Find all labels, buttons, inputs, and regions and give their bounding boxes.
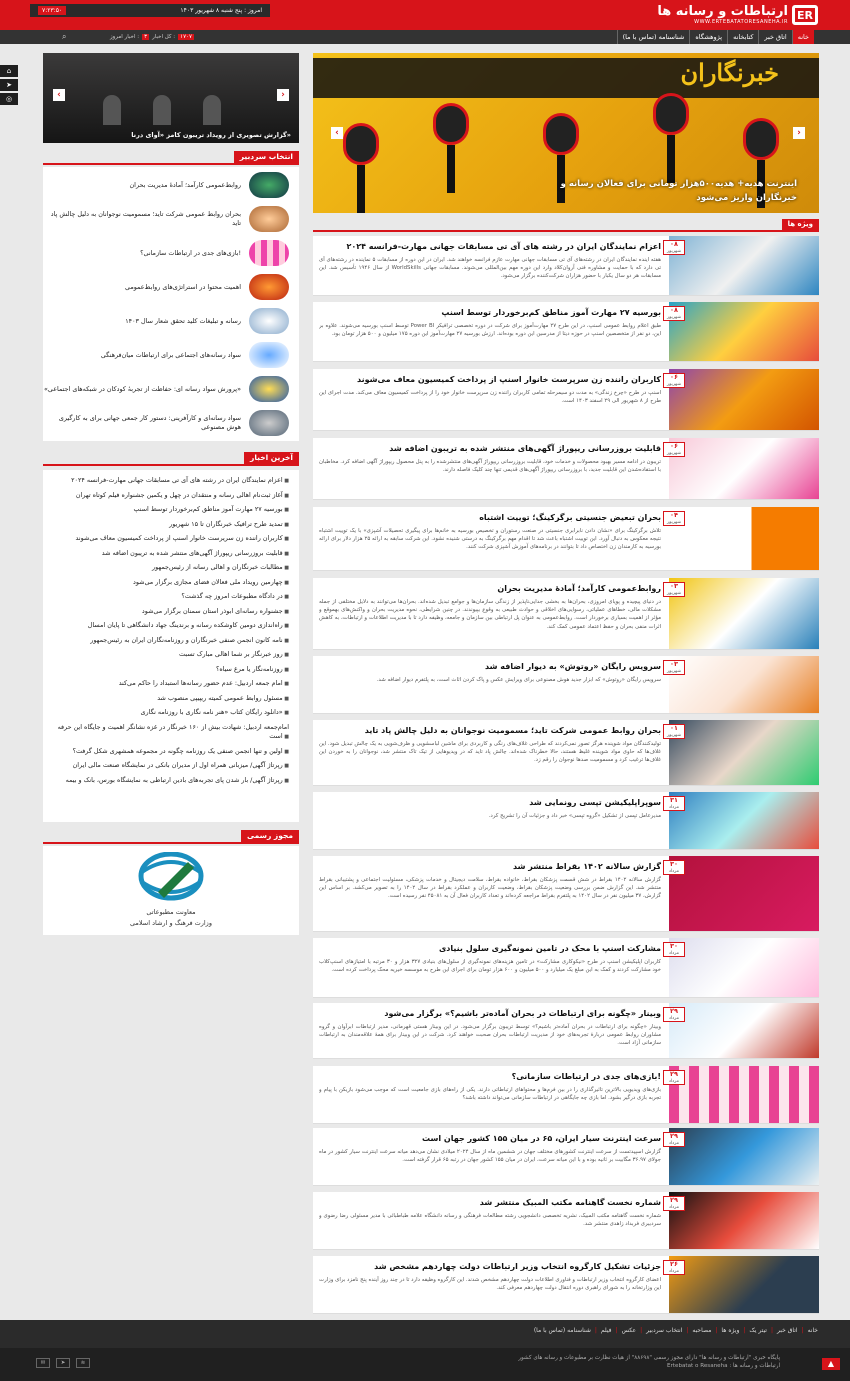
- today-news-count: ۳: [144, 34, 148, 40]
- site-logo[interactable]: [657, 3, 818, 27]
- footer-nav: خانه | اتاق خبر | تیتر یک | ویژه ها | مصاحبه | انتخاب سردبیر | عکس | فیلم | شناسنامه (تماس با ما): [533, 1326, 818, 1334]
- thumbnail: [249, 376, 289, 402]
- news-link[interactable]: نامه کانون انجمن صنفی خبرنگاران و روزنامه‌نگاران ایران به رئیس‌جمهور ■: [43, 634, 299, 649]
- article-month: شهریور: [666, 451, 682, 456]
- article-summary: طبق اعلام روابط عمومی اسنپ، در این طرح ۲۷ مهارت‌آموز برای شرکت در دوره تخصصی ترافیکر Power BI توسط اسنپ بورسیه می‌شوند. علاوه بر این، دو نفر از متخصصین اسنپ در حوزه دیتا از مدرسین این دوره بوده‌اند. ارزش بورسیه ۲۷ مهارت‌آموز این دوره ۱۷۵ میلیون و ۵۰۰ هزار تومان بود.: [319, 323, 661, 338]
- date-text: امروز : پنج شنبه ۸ شهریور ۱۴۰۳: [180, 7, 262, 14]
- ministry-emblem-icon: [128, 852, 214, 904]
- news-link[interactable]: مسئول روابط عمومی کمیته ریپیپی منصوب شد ■: [43, 692, 299, 707]
- article-thumbnail[interactable]: [669, 438, 819, 499]
- latest-news-section: [43, 452, 299, 822]
- article-title[interactable]: کاربران راننده زن سرپرست خانوار اسنپ از پرداخت کمیسیون معاف می‌شوند: [357, 375, 661, 384]
- footer-copyright: پایگاه خبری "ارتباطات و رسانه ها" دارای مجوز رسمی "۸۸۶۹۸" از هیات نظارت بر مطبوعات و رسانه های کشور Ertebatat o Resaneha : ارتباطات و رسانه ها: [518, 1355, 780, 1369]
- news-link[interactable]: مطالبات خبرنگاران و اهالی رسانه از رئیس‌جمهور ■: [43, 561, 299, 576]
- news-counters: [110, 32, 194, 42]
- article-card[interactable]: [313, 1128, 819, 1186]
- article-thumbnail[interactable]: [669, 578, 819, 649]
- footer-link[interactable]: شناسنامه (تماس با ما): [533, 1326, 591, 1334]
- article-date-badge: [663, 240, 685, 255]
- home-icon[interactable]: ⌂: [0, 65, 18, 77]
- article-thumbnail[interactable]: [669, 302, 819, 361]
- news-link[interactable]: جشنواره رسانه‌ای ابوذر استان سمنان برگزار می‌شود ■: [43, 605, 299, 620]
- nav-item-library[interactable]: کتابخانه: [727, 30, 758, 44]
- date-bar: [30, 4, 270, 17]
- news-link[interactable]: راه‌اندازی دومین کاوشکده رسانه و برندینگ جهاد دانشگاهی تا پایان امسال ■: [43, 619, 299, 634]
- article-day: ۰۶: [670, 373, 678, 381]
- article-card[interactable]: [313, 1256, 819, 1314]
- article-summary: شماره نخست گاهنامه مکتب المبیک، نشریه تخصصی دانشجویی رشته مطالعات فرهنگی و رسانه دانشگاه علامه طباطبائی با مدیر مسئولی رضا رضوی و سردبیری فربداد زاهدی منتشر شد.: [319, 1213, 661, 1228]
- license-section: [43, 830, 299, 935]
- latest-news-heading: آخرین اخبار: [244, 452, 299, 464]
- article-thumbnail[interactable]: [669, 507, 819, 570]
- nav-item-home[interactable]: خانه: [792, 30, 814, 44]
- news-link[interactable]: کاربران راننده زن سریرست خانوار اسنپ از پرداخت کمیسیون معاف می‌شوند ■: [43, 532, 299, 547]
- article-day: ۲۶: [670, 1260, 678, 1268]
- features-heading: ویژه ها: [782, 219, 819, 230]
- article-month: مرداد: [668, 1141, 680, 1146]
- list-item[interactable]: بازی‌های جدی در ارتباطات سازمانی؟!: [43, 237, 299, 269]
- search-icon[interactable]: ⌕: [62, 32, 67, 41]
- slider-banner-text: خبرنگاران: [680, 58, 779, 87]
- news-link[interactable]: اعزام نمایندگان ایران در رشته های آی تی مسابقات جهانی مهارت-فرانسه ۲۰۲۴ ■: [43, 474, 299, 489]
- footer-bottom: [0, 1348, 850, 1381]
- news-link[interactable]: امام‌جمعه اردبیل: شهادت بیش از ۱۶۰ خبرنگار در غزه نشانگر اهمیت و جایگاه این حرفه است ■: [43, 721, 299, 745]
- article-card[interactable]: [313, 938, 819, 998]
- thumbnail: [249, 308, 289, 334]
- telegram-icon[interactable]: ➤: [56, 1358, 70, 1368]
- license-line-2: وزارت فرهنگ و ارشاد اسلامی: [130, 919, 212, 927]
- nav-menu: [617, 30, 814, 44]
- article-month: مرداد: [668, 869, 680, 874]
- article-month: مرداد: [668, 1269, 680, 1274]
- license-badge[interactable]: [43, 846, 299, 935]
- article-date-badge: [663, 306, 685, 321]
- article-day: ۰۸: [670, 306, 678, 314]
- list-item[interactable]: اهمیت محتوا در استراتژی‌های روابط‌عمومی: [43, 271, 299, 303]
- footer-link[interactable]: اتاق خبر: [776, 1326, 798, 1334]
- news-link[interactable]: دانلود رایگان کتاب «هنر نامه نگاری با روزنامه نگاری» ■: [43, 706, 299, 721]
- footer-link[interactable]: تیتر یک: [749, 1326, 767, 1334]
- features-header: [313, 219, 819, 231]
- instagram-icon[interactable]: ◎: [0, 93, 18, 105]
- article-thumbnail[interactable]: [669, 1128, 819, 1185]
- article-title[interactable]: سوپراپلیکیشن تپسی رونمایی شد: [529, 798, 661, 807]
- article-thumbnail[interactable]: [669, 656, 819, 713]
- news-link[interactable]: رپرتاژ آگهی/ میزبانی همراه اول از مدیران بانکی در نمایشگاه صنعت مالی ایران ■: [43, 759, 299, 774]
- news-link[interactable]: چهارمین رویداد ملی فعالان فضای مجازی برگزار می‌شود ■: [43, 576, 299, 591]
- article-month: مرداد: [668, 1205, 680, 1210]
- article-thumbnail[interactable]: [669, 720, 819, 785]
- article-month: مرداد: [668, 951, 680, 956]
- article-thumbnail[interactable]: [669, 1003, 819, 1058]
- microphone-image: [433, 103, 469, 213]
- footer-link[interactable]: خانه: [807, 1326, 818, 1334]
- license-line-1: معاونت مطبوعاتی: [146, 908, 196, 916]
- article-day: ۰۶: [670, 442, 678, 450]
- photo-report-slider[interactable]: [43, 53, 299, 143]
- article-card[interactable]: [313, 720, 819, 786]
- article-date-badge: [663, 511, 685, 526]
- list-item[interactable]: روابط‌عمومی کارآمد؛ آمادهٔ مدیریت بحران: [43, 169, 299, 201]
- article-day: ۳۱: [670, 796, 678, 804]
- microphone-image: [343, 123, 379, 213]
- article-day: ۰۳: [670, 582, 678, 590]
- article-card[interactable]: [313, 792, 819, 850]
- thumbnail: [249, 172, 289, 198]
- logo-url: WWW.ERTEBATATORESANEHA.IR: [694, 19, 788, 25]
- article-title[interactable]: روابط‌عمومی کارآمد؛ آمادهٔ مدیریت بحران: [497, 584, 661, 593]
- footer-link[interactable]: انتخاب سردبیر: [646, 1326, 683, 1334]
- editors-pick-section: [43, 151, 299, 441]
- slider-caption[interactable]: اینترنت هدیه+ هدیه۵۰۰هزار تومانی برای فعالان رسانه و خبرنگاران واریز می‌شود: [560, 179, 797, 203]
- telegram-icon[interactable]: ➤: [0, 79, 18, 91]
- article-month: شهریور: [666, 733, 682, 738]
- article-date-badge: [663, 442, 685, 457]
- article-date-badge: [663, 942, 685, 957]
- list-item[interactable]: بحران روابط عمومی شرکت تاید؛ مسمومیت نوجوانان به دلیل چالش پاد تاید: [43, 203, 299, 235]
- article-summary: تلاش برگرکینگ برای «نشان دادن نابرابری جنسیتی در صنعت رستوران و تخصیص بورسیه به خانم‌ها برای پیگیری تحصیلات آشپزی» با یک توییت اشتباه نتیجه معکوس به دنبال آورد. این توییت اشتباه باعث شد تا اقدام مهم برگرکینگ به درستی شنیده نشود. این شرکت سابقه به ارائه ۲۵ هزار دلار برای ارائه بورسیه به کارمندان زن اختصاص داد تا بتوانند در برنامه‌های آموزش آشپزی شرکت کنند.: [319, 528, 661, 551]
- article-date-badge: [663, 1132, 685, 1147]
- article-title[interactable]: وبینار «چگونه برای ارتباطات در بحران آماده‌تر باشیم؟» برگزار می‌شود: [384, 1009, 661, 1018]
- clock: ۷:۲۳:۵۰: [38, 6, 66, 15]
- total-news-count: ۱۷۰۷: [180, 34, 192, 40]
- article-title[interactable]: سرویس رایگان «روتوش» به دیوار اضافه شد: [484, 662, 661, 671]
- news-link[interactable]: آغاز ثبت‌نام اهالی رسانه و منتقدان در چهل و یکمین جشنواره فیلم کوتاه تهران ■: [43, 489, 299, 504]
- article-summary: بازی‌های ویدیویی بالاترین تاثیرگذاری را در بین فرم‌ها و محتواهای ارتباطاتی دارند. یکی از راه‌های بازی جامعیت است که موجب می‌شود بازیکن با پیام و تجربه بازی درگیر بشود. اما بازی چه جایگاهی در ارتباطات سازمانی می‌تواند داشته باشد؟: [319, 1087, 661, 1102]
- thumbnail: [249, 206, 289, 232]
- article-month: شهریور: [666, 382, 682, 387]
- article-date-badge: [663, 860, 685, 875]
- article-month: شهریور: [666, 591, 682, 596]
- article-card[interactable]: [313, 1003, 819, 1059]
- main-nav: [0, 30, 850, 44]
- photo-next-button[interactable]: ›: [277, 89, 289, 101]
- logo-mark: ER: [792, 5, 818, 25]
- thumbnail: [249, 410, 289, 436]
- article-month: شهریور: [666, 520, 682, 525]
- article-date-badge: [663, 796, 685, 811]
- slider-next-button[interactable]: ›: [793, 127, 805, 139]
- article-card[interactable]: [313, 1192, 819, 1250]
- article-date-badge: [663, 1007, 685, 1022]
- footer-link[interactable]: ویژه ها: [721, 1326, 740, 1334]
- article-title[interactable]: بازی‌های جدی در ارتباطات سازمانی؟!: [511, 1072, 661, 1081]
- news-link[interactable]: رپرتاژ آگهی/ بار شدن پای تجربه‌های بادین ارتباطی به نمایشگاه بورس، بانک و بیمه ■: [43, 774, 299, 789]
- article-title[interactable]: قابلیت بروزرسانی ریپوراژ آگهی‌های منتشر شده به تریبون اضافه شد: [389, 444, 661, 453]
- article-summary: کاربران اپلیکیشن اسنپ در طرح «نیکوکاری مشارکت» در تامین هزینه‌های نمونه‌گیری از سلول‌های بنیادی ۳۲۷ هزار و ۳۰ مرتبه با امتیازهای اسنپ‌کلاب خود مشارکت کردند و کمک به این مبلغ یک میلیارد و ۵۰۰ میلیون و ۶۰۰ هزار تومان برای اجرای این طرح به موسسه خیریه محک پرداخت کرده است.: [319, 959, 661, 974]
- article-summary: تریبون در ادامه مسیر بهبود محصولات و خدمات خود، قابلیت بروزرسانی ریپوراژ آگهی‌های منتشرشده را به پنل محصول ریپوراژ آگهی اضافه کرد. مخاطبان با استفاده‌شدن این قابلیت جدید، با بروزرسانی ریپوراژ آگهی‌های قدیمی تنها چند کلیک فاصله دارند.: [319, 459, 661, 474]
- article-day: ۲۹: [670, 1196, 678, 1204]
- list-item[interactable]: رسانه و تبلیغات کلید تحقق شعار سال ۱۴۰۳: [43, 305, 299, 337]
- article-card[interactable]: [313, 1066, 819, 1124]
- article-card[interactable]: [313, 369, 819, 431]
- article-card[interactable]: [313, 656, 819, 714]
- article-summary: گزارش سالانه ۱۴۰۲ بقراط در شش قسمت پزشکان بقراط، خانواده بقراط، سلامت دیجیتال و خدمات پزشکی، مسئولیت اجتماعی و پشتیبانی بقراط منتشر شد. این گزارش ضمن بررسی وضعیت پزشکان بقراط، وضعیت کاربران و عملکرد بقراط در سال ۱۴۰۲ را به تصویر می‌کشد. بر اساس این گزارش، ۳۷ میلیون نفر در سال ۱۴۰۲ به پلتفرم بقراط مراجعه کرده‌اند و تعداد کاربران فعال آن به ۴۵۰۸۱ نفر رسیده است.: [319, 877, 661, 900]
- social-bar: [0, 65, 18, 107]
- article-summary: مدیرعامل تپسی از تشکیل «گروه تپسی» خبر داد و جزئیات آن را تشریح کرد.: [488, 813, 661, 819]
- article-thumbnail[interactable]: [669, 1256, 819, 1313]
- article-summary: هفته اینده نمایندگان ایران در رشته‌های آی تی مسابقات جهانی مهارت عازم فرانسه خواهند شد. ایران در این دوره از مسابقات ۵ نماینده در رشته‌های آی تی دارد که با حمایت و مشاوره فنی آروان‌کلاد وارد این دوره مهم بین‌المللی می‌شوند. مسابقات جهانی WorldSkills از سال ۱۹۴۶ تأسیس شد. این مسابقات هر دو سال یکبار با حضور هزاران شرکت‌کننده برگزار می‌شود.: [319, 257, 661, 280]
- article-thumbnail[interactable]: [669, 792, 819, 849]
- news-link[interactable]: اولین و تنها انجمن صنفی یک روزنامه چگونه در مجموعه همشهری شکل گرفت؟ ■: [43, 745, 299, 760]
- news-link[interactable]: تمدید طرح ترافیک خبرنگاران تا ۱۵ شهریور ■: [43, 518, 299, 533]
- article-title[interactable]: سرعت اینترنت سیار ایران، ۶۵ در میان ۱۵۵ کشور جهان است: [422, 1134, 661, 1143]
- footer: [0, 1320, 850, 1381]
- news-link[interactable]: روز خبرنگار بر شما اهالی مبارک تسبت ■: [43, 648, 299, 663]
- article-date-badge: [663, 1070, 685, 1085]
- article-title[interactable]: بحران روابط عمومی شرکت تاید؛ مسمومیت نوجوانان به دلیل چالش پاد تاید: [364, 726, 661, 735]
- article-month: شهریور: [666, 249, 682, 254]
- article-day: ۰۱: [670, 724, 678, 732]
- article-date-badge: [663, 373, 685, 388]
- article-card[interactable]: [313, 856, 819, 932]
- article-day: ۳۰: [670, 942, 678, 950]
- article-month: مرداد: [668, 805, 680, 810]
- article-card[interactable]: [313, 438, 819, 500]
- article-title[interactable]: اعزام نمایندگان ایران در رشته های آی تی مسابقات جهانی مهارت-فرانسه ۲۰۲۴: [346, 242, 661, 251]
- article-day: ۰۳: [670, 660, 678, 668]
- thumbnail: [249, 274, 289, 300]
- article-title[interactable]: بورسیه ۲۷ مهارت آموز مناطق کم‌برخوردار توسط اسنپ: [441, 308, 661, 317]
- article-summary: تولیدکنندگان مواد شوینده هرگز تصور نمی‌کردند که طراحی غلاف‌های رنگی و کاربردی برای ماشین لباسشویی و ظرف‌شویی به یک چالش تبدیل شود. این غلاف‌ها که حاوی مواد شوینده غلیظ هستند، حالا خطرناک شده‌اند. چالش پاد تاید که در ویدیوهایی از تیک تاک منتشر شد، نوجوانان را به خوردن این غلاف‌ها ترغیب کرد و مسمومیت صدها نوجوان را رقم زد.: [319, 741, 661, 764]
- main-slider[interactable]: [313, 53, 819, 213]
- article-thumbnail[interactable]: [669, 856, 819, 931]
- news-link[interactable]: در دادگاه مطبوعات امروز چه گذشت؟ ■: [43, 590, 299, 605]
- list-item[interactable]: سواد رسانه‌های اجتماعی برای ارتباطات میان‌فرهنگی: [43, 339, 299, 371]
- article-summary: اعضای کارگروه انتخاب وزیر ارتباطات و فناوری اطلاعات دولت چهاردهم مشخص شدند. این کارگروه وظیفه دارد تا در چند روز آینده پنج نامزد برای وزارت این وزارتخانه را به شورای راهبری دوره انتقال دولت چهاردهم معرفی کند.: [319, 1277, 661, 1292]
- news-link[interactable]: قابلیت بروزرسانی ریپوراژ آگهی‌های منتشر شده به تریبون اضافه شد ■: [43, 547, 299, 562]
- article-card[interactable]: [313, 578, 819, 650]
- top-header: [0, 0, 850, 30]
- news-link[interactable]: روزنامه‌نگار یا مرغ سیاه؟ ■: [43, 663, 299, 678]
- thumbnail: [249, 240, 289, 266]
- rss-icon[interactable]: ≋: [76, 1358, 90, 1368]
- nav-item-research[interactable]: پژوهشگاه: [689, 30, 727, 44]
- slider-prev-button[interactable]: ‹: [331, 127, 343, 139]
- article-day: ۲۹: [670, 1007, 678, 1015]
- article-summary: در دنیای پیچیده و پویای امروزی، بحران‌ها به بخشی جدایی‌ناپذیر از زندگی سازمان‌ها و جوامع تبدیل شده‌اند. بحران‌ها می‌توانند به دلایل مختلفی از جمله مشکلات مالی، خطاهای عملیاتی، رسوایی‌های اخلاقی و حوادث طبیعی به وقوع بپیوندند. در چنین شرایطی، نحوه مدیریت بحران و واکنش‌های بهموقع و مؤثر از اهمیت بسیاری برخوردار است. روابط‌عمومی به عنوان پل ارتباطی بین سازمان و جامعه، وظیفه دارد تا با مدیریت اطلاعات و ارتباطات، به کاهش اثرات منفی بحران و حفظ اعتماد عمومی کمک کند.: [319, 599, 661, 630]
- list-item[interactable]: «پرورش سواد رسانه ای: حفاظت از تجربهٔ کودکان در شبکه‌های اجتماعی»: [43, 373, 299, 405]
- news-link[interactable]: امام جمعه اردبیل: عدم حضور رسانه‌ها استبداد را حاکم می‌کند ■: [43, 677, 299, 692]
- total-news-label: کل اخبار :: [152, 34, 176, 40]
- article-summary: سرویس رایگان «روتوش» که ابزار جدید هوش مصنوعی برای ویرایش عکس و پاک کردن اثاث است، به پلتفرم دیوار اضافه شد.: [376, 677, 661, 683]
- article-title[interactable]: جزئیات تشکیل کارگروه انتخاب وزیر ارتباطات دولت چهاردهم مشخص شد: [374, 1262, 661, 1271]
- article-card[interactable]: [313, 507, 819, 571]
- article-thumbnail[interactable]: [669, 1066, 819, 1123]
- article-month: مرداد: [668, 1016, 680, 1021]
- article-title[interactable]: شماره نخست گاهنامه مکتب المبیک منتشر شد: [479, 1198, 661, 1207]
- nav-item-newsroom[interactable]: اتاق خبر: [758, 30, 791, 44]
- scroll-top-icon[interactable]: ▲: [822, 1358, 840, 1370]
- footer-link[interactable]: مصاحبه: [692, 1326, 712, 1334]
- news-link[interactable]: بورسیه ۲۷ مهارت آموز مناطق کم‌برخوردار توسط اسنپ ■: [43, 503, 299, 518]
- article-date-badge: [663, 724, 685, 739]
- footer-link[interactable]: عکس: [621, 1326, 637, 1334]
- article-day: ۳۰: [670, 860, 678, 868]
- license-heading: مجوز رسمی: [241, 830, 299, 842]
- article-summary: اسنپ در طرح «چرخ زندگی» به مدت دو سیمرحله تمامی کاربران راننده زن سرپرست خانوار خود را از پرداخت کمیسیون معاف می‌کند. مدت اجرای این طرح از ۸ شهریور الی ۲۹ اسفند ۱۴۰۳ است.: [319, 390, 661, 405]
- thumbnail: [249, 342, 289, 368]
- article-thumbnail[interactable]: [669, 938, 819, 997]
- article-thumbnail[interactable]: [669, 236, 819, 295]
- photo-prev-button[interactable]: ‹: [53, 89, 65, 101]
- article-month: شهریور: [666, 315, 682, 320]
- article-date-badge: [663, 660, 685, 675]
- article-day: ۰۸: [670, 240, 678, 248]
- article-date-badge: [663, 582, 685, 597]
- article-summary: وبینار «چگونه برای ارتباطات در بحران آماده‌تر باشیم؟» توسط تریبون برگزار می‌شود. در این وبینار هستی قهرمانی، مدیر ارتباطات ابرآوان و گروه مشاوران روابط عمومی دربارهٔ تجربه‌های خود از مدیریت ارتباطات بحران صحبت خواهند کرد. شرکت در این وبینار برای همهٔ علاقه‌مندان به ارتباطات سازمانی آزاد است.: [319, 1024, 661, 1047]
- article-month: شهریور: [666, 669, 682, 674]
- article-card[interactable]: [313, 236, 819, 296]
- email-icon[interactable]: ✉: [36, 1358, 50, 1368]
- today-news-label: اخبار امروز :: [110, 34, 140, 40]
- article-title[interactable]: گزارش سالانه ۱۴۰۲ بقراط منتشر شد: [512, 862, 661, 871]
- article-title[interactable]: مشارکت اسنپ با محک در تامین نمونه‌گیری سلول بنیادی: [438, 944, 661, 953]
- article-day: ۲۹: [670, 1070, 678, 1078]
- article-summary: گزارش اسپیدتست از سرعت اینترنت کشورهای مختلف جهان در ششمین ماه از سال ۲۰۲۴ میلادی نشان می‌دهد میانه سرعت اینترنت سیار کشور در ماه جولای ۳۶.۹۷ مگابیت بر ثانیه بوده و با این میانه سرعت، ایران در میان ۱۵۵ کشور جهان در رتبه ۶۵ قرار گرفته است.: [319, 1149, 661, 1164]
- article-date-badge: [663, 1260, 685, 1275]
- article-thumbnail[interactable]: [669, 369, 819, 430]
- article-day: ۰۴: [670, 511, 678, 519]
- list-item[interactable]: سواد رسانه‌ای و کارآفرینی: دستور کار جمعی جهانی برای به کارگیری هوش مصنوعی: [43, 407, 299, 439]
- footer-link[interactable]: فیلم: [600, 1326, 612, 1334]
- editors-pick-heading: انتخاب سردبیر: [234, 151, 299, 163]
- article-month: مرداد: [668, 1079, 680, 1084]
- footer-social: [36, 1358, 90, 1368]
- logo-title: ارتباطات و رسانه ها: [657, 4, 788, 19]
- article-day: ۲۹: [670, 1132, 678, 1140]
- article-thumbnail[interactable]: [669, 1192, 819, 1249]
- article-title[interactable]: بحران تبعیض جنسیتی برگرکینگ؛ توییت اشتباه: [479, 513, 661, 522]
- article-date-badge: [663, 1196, 685, 1211]
- article-card[interactable]: [313, 302, 819, 362]
- photo-report-caption[interactable]: گزارش تصویری از رویداد تریبون کامز «آوای درنا»: [131, 131, 291, 139]
- nav-item-about[interactable]: شناسنامه (تماس با ما): [617, 30, 690, 44]
